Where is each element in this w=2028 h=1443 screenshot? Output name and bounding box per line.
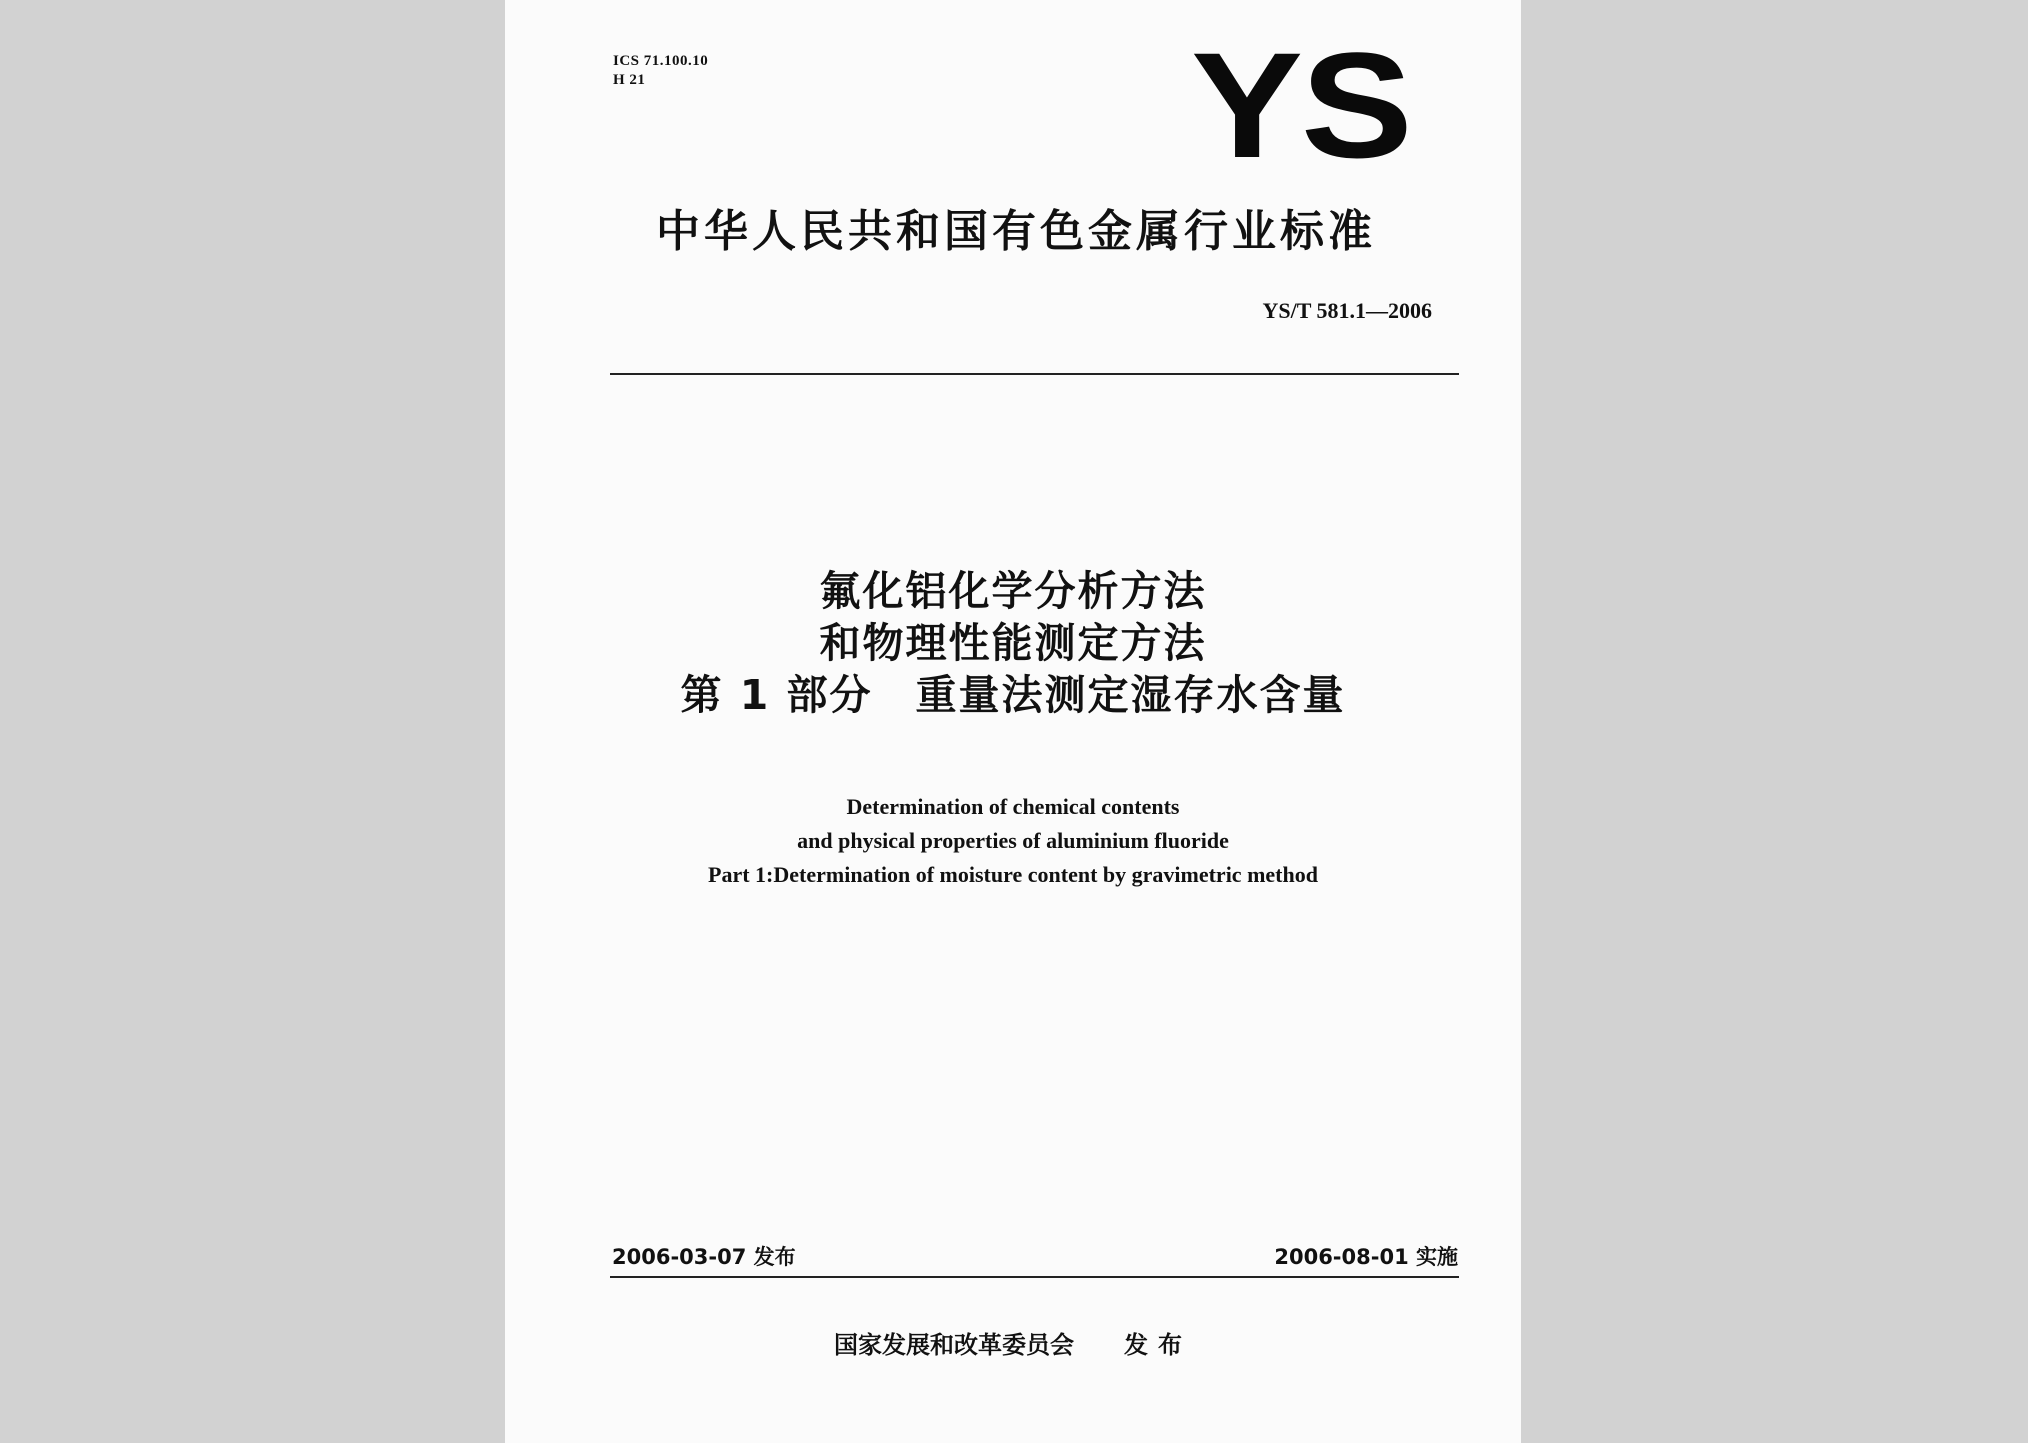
chinese-title-line-1: 氟化铝化学分析方法 [819,567,1207,615]
english-title [505,790,1521,892]
english-title-line-1: Determination of chemical contents [846,794,1180,819]
standard-number: YS/T 581.1—2006 [1262,298,1432,323]
chinese-title [505,565,1521,721]
chinese-title-line-2: 和物理性能测定方法 [819,619,1207,667]
ys-logo: YS [1191,21,1411,189]
document-page [505,0,1521,1443]
classification-codes [613,52,708,90]
ics-code: ICS 71.100.10 [613,53,709,69]
issue-date: 2006-03-07 发布 [612,1245,796,1269]
english-title-line-3: Part 1:Determination of moisture content by gravimetric method [708,862,1318,887]
publisher-line [505,1329,1521,1361]
chinese-title-line-3: 第 1 部分 重量法测定湿存水含量 [680,671,1346,719]
publisher-name: 国家发展和改革委员会 [834,1331,1074,1359]
implementation-date: 2006-08-01 实施 [1274,1245,1458,1269]
english-title-line-2: and physical properties of aluminium fluoride [797,828,1229,853]
org-title: 中华人民共和国有色金属行业标准 [656,206,1376,257]
header-divider [610,373,1459,375]
footer-divider [610,1276,1459,1278]
publish-verb: 发布 [1124,1331,1192,1359]
ccs-code: H 21 [613,72,646,88]
